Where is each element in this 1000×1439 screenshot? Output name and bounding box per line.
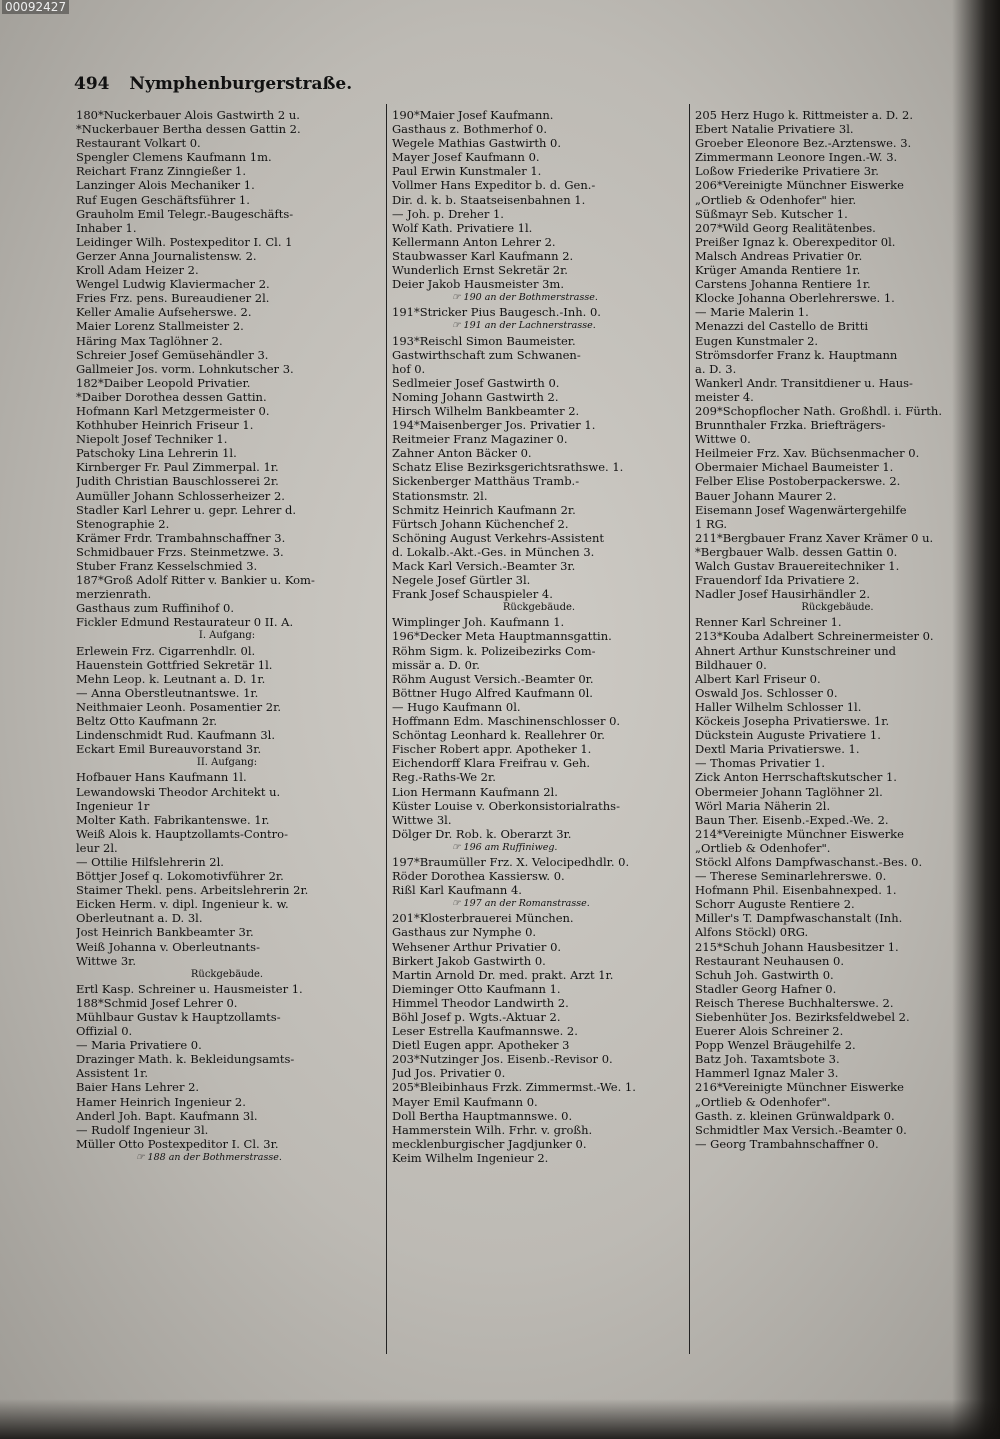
directory-line: — Ottilie Hilfslehrerin 2l.	[76, 854, 224, 869]
directory-line: Nadler Josef Hausirhändler 2.	[695, 587, 871, 602]
directory-line: Jud Jos. Privatier 0.	[392, 1066, 506, 1081]
directory-line: Beltz Otto Kaufmann 2r.	[76, 714, 218, 729]
directory-line: Sedlmeier Josef Gastwirth 0.	[392, 375, 560, 390]
directory-line: 194*Maisenberger Jos. Privatier 1.	[392, 418, 596, 433]
directory-line: Röhm August Versich.-Beamter 0r.	[392, 671, 594, 686]
directory-line: Hamer Heinrich Ingenieur 2.	[76, 1094, 246, 1109]
directory-line: ☞ 196 am Ruffiniweg.	[452, 841, 558, 853]
directory-line: „Ortlieb & Odenhofer" hier.	[695, 192, 857, 207]
directory-line: 190*Maier Josef Kaufmann.	[392, 108, 554, 122]
directory-line: 196*Decker Meta Hauptmannsgattin.	[392, 629, 612, 644]
directory-line: Lewandowski Theodor Architekt u.	[76, 784, 281, 799]
directory-line: Drazinger Math. k. Bekleidungsamts-	[76, 1052, 295, 1067]
directory-line: — Rudolf Ingenieur 3l.	[76, 1122, 209, 1137]
directory-line: Kroll Adam Heizer 2.	[76, 263, 199, 278]
directory-line: Popp Wenzel Bräugehilfe 2.	[695, 1038, 856, 1053]
directory-line: Grauholm Emil Telegr.-Baugeschäfts-	[76, 206, 294, 221]
directory-line: Doll Bertha Hauptmannswe. 0.	[392, 1108, 573, 1123]
directory-line: Klocke Johanna Oberlehrerswe. 1.	[695, 291, 895, 306]
directory-line: *Daiber Dorothea dessen Gattin.	[76, 389, 267, 404]
directory-line: Birkert Jakob Gastwirth 0.	[392, 953, 546, 968]
page-header	[74, 74, 352, 94]
directory-line: Röhm Sigm. k. Polizeibezirks Com-	[392, 643, 596, 658]
directory-line: ☞ 197 an der Romanstrasse.	[452, 898, 590, 910]
directory-line: Spengler Clemens Kaufmann 1m.	[76, 150, 272, 165]
directory-line: Bildhauer 0.	[695, 657, 767, 672]
directory-line: Hofmann Karl Metzgermeister 0.	[76, 403, 270, 418]
directory-line: 205 Herz Hugo k. Rittmeister a. D. 2.	[695, 108, 914, 122]
directory-line: Dir. d. k. b. Staatseisenbahnen 1.	[392, 192, 586, 207]
directory-line: Maier Lorenz Stallmeister 2.	[76, 319, 244, 334]
directory-line: Malsch Andreas Privatier 0r.	[695, 248, 863, 263]
directory-line: Stöckl Alfons Dampfwaschanst.-Bes. 0.	[695, 854, 923, 869]
directory-line: Schmidbauer Frzs. Steinmetzwe. 3.	[76, 544, 284, 559]
directory-line: Stadler Karl Lehrer u. gepr. Lehrer d.	[76, 502, 297, 517]
directory-line: — Marie Malerin 1.	[695, 305, 809, 320]
directory-line: Ingenieur 1r	[76, 798, 150, 813]
directory-line: Baun Ther. Eisenb.-Exped.-We. 2.	[695, 812, 889, 827]
directory-line: Eicken Herm. v. dipl. Ingenieur k. w.	[76, 897, 289, 912]
directory-line: Anderl Joh. Bapt. Kaufmann 3l.	[76, 1108, 258, 1123]
directory-line: Lindenschmidt Rud. Kaufmann 3l.	[76, 728, 275, 743]
directory-line: Ebert Natalie Privatiere 3l.	[695, 122, 854, 137]
directory-line: — Maria Privatiere 0.	[76, 1038, 202, 1053]
directory-line: Baier Hans Lehrer 2.	[76, 1080, 200, 1095]
directory-line: Fickler Edmund Restaurateur 0 II. A.	[76, 615, 294, 630]
directory-line: 211*Bergbauer Franz Xaver Krämer 0 u.	[695, 530, 934, 545]
bottom-shadow	[0, 1399, 1000, 1439]
directory-line: Restaurant Neuhausen 0.	[695, 953, 844, 968]
directory-line: Wimplinger Joh. Kaufmann 1.	[392, 615, 565, 630]
directory-line: Staimer Thekl. pens. Arbeitslehrerin 2r.	[76, 883, 309, 898]
directory-line: Wittwe 3l.	[392, 812, 452, 827]
directory-line: Assistent 1r.	[76, 1066, 149, 1081]
directory-line: Böttjer Josef q. Lokomotivführer 2r.	[76, 869, 284, 884]
directory-line: Batz Joh. Taxamtsbote 3.	[695, 1052, 840, 1067]
directory-line: „Ortlieb & Odenhofer".	[695, 1094, 831, 1109]
scan-id-label: 00092427	[2, 0, 69, 14]
directory-line: Martin Arnold Dr. med. prakt. Arzt 1r.	[392, 967, 614, 982]
directory-line: Sickenberger Matthäus Tramb.-	[392, 474, 580, 489]
directory-line: Erlewein Frz. Cigarrenhdlr. 0l.	[76, 643, 256, 658]
directory-line: 215*Schuh Johann Hausbesitzer 1.	[695, 939, 899, 954]
directory-line: a. D. 3.	[695, 361, 737, 376]
directory-line: Keller Amalie Aufseherswe. 2.	[76, 305, 252, 320]
directory-line: Kothhuber Heinrich Friseur 1.	[76, 418, 254, 433]
directory-line: Hirsch Wilhelm Bankbeamter 2.	[392, 403, 580, 418]
directory-line: 193*Reischl Simon Baumeister.	[392, 333, 576, 348]
directory-line: 214*Vereinigte Münchner Eiswerke	[695, 826, 904, 841]
directory-line: merzienrath.	[76, 587, 152, 602]
directory-line: Wegele Mathias Gastwirth 0.	[392, 136, 561, 151]
directory-line: Renner Karl Schreiner 1.	[695, 615, 842, 630]
directory-line: Paul Erwin Kunstmaler 1.	[392, 164, 542, 179]
directory-line: Schmitz Heinrich Kaufmann 2r.	[392, 502, 576, 517]
book-gutter-shadow	[952, 0, 1000, 1439]
directory-line: Schöntag Leonhard k. Reallehrer 0r.	[392, 728, 605, 743]
directory-line: — Georg Trambahnschaffner 0.	[695, 1136, 879, 1151]
column-divider	[689, 104, 690, 1354]
directory-line: Molter Kath. Fabrikantenswe. 1r.	[76, 812, 270, 827]
directory-line: ☞ 190 an der Bothmerstrasse.	[452, 292, 598, 304]
directory-line: Dieminger Otto Kaufmann 1.	[392, 981, 561, 996]
directory-line: Hofmann Phil. Eisenbahnexped. 1.	[695, 883, 897, 898]
directory-line: Rißl Karl Kaufmann 4.	[392, 883, 522, 898]
directory-line: Frank Josef Schauspieler 4.	[392, 587, 553, 602]
column-2	[392, 108, 686, 1358]
directory-line: 188*Schmid Josef Lehrer 0.	[76, 995, 238, 1010]
directory-line: Preißer Ignaz k. Oberexpeditor 0l.	[695, 234, 896, 249]
directory-line: Stationsmstr. 2l.	[392, 488, 488, 503]
directory-line: Heilmeier Frz. Xav. Büchsenmacher 0.	[695, 446, 920, 461]
directory-line: Wittwe 3r.	[76, 953, 137, 968]
directory-line: Walch Gustav Brauereitechniker 1.	[695, 559, 900, 573]
directory-line: *Bergbauer Walb. dessen Gattin 0.	[695, 544, 898, 559]
directory-line: — Anna Oberstleutnantswe. 1r.	[76, 685, 259, 700]
directory-line: Siebenhüter Jos. Bezirksfeldwebel 2.	[695, 1010, 910, 1024]
directory-line: Köckeis Josepha Privatierswe. 1r.	[695, 714, 890, 729]
directory-line: Reisch Therese Buchhalterswe. 2.	[695, 995, 894, 1010]
directory-line: Gerzer Anna Journalistensw. 2.	[76, 248, 257, 263]
directory-line: Carstens Johanna Rentiere 1r.	[695, 277, 871, 292]
directory-line: Häring Max Taglöhner 2.	[76, 333, 223, 348]
directory-line: Wörl Maria Näherin 2l.	[695, 798, 831, 813]
directory-line: Hammerstein Wilh. Frhr. v. großh.	[392, 1122, 593, 1137]
directory-line: Wolf Kath. Privatiere 1l.	[392, 220, 533, 235]
directory-line: Leidinger Wilh. Postexpeditor I. Cl. 1	[76, 234, 293, 249]
directory-line: Oberleutnant a. D. 3l.	[76, 911, 203, 926]
directory-line: Schorr Auguste Rentiere 2.	[695, 897, 855, 912]
directory-line: Noming Johann Gastwirth 2.	[392, 389, 559, 404]
column-3	[695, 108, 980, 1358]
directory-line: meister 4.	[695, 389, 754, 404]
directory-line: Loßow Friederike Privatiere 3r.	[695, 164, 879, 179]
directory-line: Gasth. z. kleinen Grünwaldpark 0.	[695, 1108, 895, 1123]
directory-line: Mehn Leop. k. Leutnant a. D. 1r.	[76, 671, 266, 686]
directory-line: Zimmermann Leonore Ingen.-W. 3.	[695, 150, 898, 165]
directory-line: Zick Anton Herrschaftskutscher 1.	[695, 770, 897, 785]
directory-line: Weiß Alois k. Hauptzollamts-Contro-	[76, 826, 288, 841]
directory-line: Krämer Frdr. Trambahnschaffner 3.	[76, 530, 286, 545]
directory-line: 213*Kouba Adalbert Schreinermeister 0.	[695, 629, 934, 644]
directory-line: Oswald Jos. Schlosser 0.	[695, 685, 838, 700]
directory-line: Alfons Stöckl) 0RG.	[695, 925, 809, 940]
directory-line: Staubwasser Karl Kaufmann 2.	[392, 248, 574, 263]
directory-line: Müller Otto Postexpeditor I. Cl. 3r.	[76, 1136, 279, 1151]
directory-line: Euerer Alois Schreiner 2.	[695, 1024, 844, 1039]
directory-line: Offizial 0.	[76, 1024, 133, 1039]
directory-line: Keim Wilhelm Ingenieur 2.	[392, 1150, 549, 1165]
directory-line: *Nuckerbauer Bertha dessen Gattin 2.	[76, 122, 301, 137]
directory-line: 191*Stricker Pius Baugesch.-Inh. 0.	[392, 305, 601, 320]
directory-line: Miller's T. Dampfwaschanstalt (Inh.	[695, 911, 903, 926]
directory-line: 180*Nuckerbauer Alois Gastwirth 2 u.	[76, 108, 300, 122]
directory-line: Böhl Josef p. Wgts.-Aktuar 2.	[392, 1010, 561, 1024]
directory-line: mecklenburgischer Jagdjunker 0.	[392, 1136, 587, 1151]
directory-line: Fries Frz. pens. Bureaudiener 2l.	[76, 291, 270, 306]
directory-line: Hofbauer Hans Kaufmann 1l.	[76, 770, 247, 785]
directory-line: Reitmeier Franz Magaziner 0.	[392, 432, 568, 447]
directory-line: Gastwirthschaft zum Schwanen-	[392, 347, 581, 362]
directory-line: Dietl Eugen appr. Apotheker 3	[392, 1038, 570, 1053]
directory-line: 209*Schopflocher Nath. Großhdl. i. Fürth.	[695, 403, 942, 418]
directory-line: Gallmeier Jos. vorm. Lohnkutscher 3.	[76, 361, 294, 376]
directory-line: Judith Christian Bauschlosserei 2r.	[76, 474, 279, 489]
directory-line: Hoffmann Edm. Maschinenschlosser 0.	[392, 714, 621, 729]
directory-line: Eckart Emil Bureauvorstand 3r.	[76, 742, 262, 757]
directory-line: Stuber Franz Kesselschmied 3.	[76, 559, 258, 573]
directory-line: Gasthaus zur Nymphe 0.	[392, 925, 537, 940]
directory-line: Schmidtler Max Versich.-Beamter 0.	[695, 1122, 907, 1137]
directory-line: Wittwe 0.	[695, 432, 751, 447]
directory-line: Haller Wilhelm Schlosser 1l.	[695, 699, 862, 714]
directory-line: Stadler Georg Hafner 0.	[695, 981, 837, 996]
directory-line: I. Aufgang:	[198, 630, 256, 642]
directory-line: Gasthaus z. Bothmerhof 0.	[392, 122, 547, 137]
directory-line: 207*Wild Georg Realitätenbes.	[695, 220, 876, 235]
directory-line: Hammerl Ignaz Maler 3.	[695, 1066, 839, 1081]
directory-line: Lion Hermann Kaufmann 2l.	[392, 784, 558, 799]
directory-line: Leser Estrella Kaufmannswe. 2.	[392, 1024, 578, 1039]
directory-line: Fischer Robert appr. Apotheker 1.	[392, 742, 592, 757]
directory-line: — Therese Seminarlehrerswe. 0.	[695, 869, 887, 884]
directory-line: Schatz Elise Bezirksgerichtsrathswe. 1.	[392, 460, 624, 475]
directory-line: Albert Karl Friseur 0.	[695, 671, 821, 686]
directory-line: Deier Jakob Hausmeister 3m.	[392, 277, 564, 292]
directory-line: d. Lokalb.-Akt.-Ges. in München 3.	[392, 544, 595, 559]
directory-line: 187*Groß Adolf Ritter v. Bankier u. Kom-	[76, 573, 315, 588]
directory-line: Menazzi del Castello de Britti	[695, 319, 869, 334]
directory-line: Ruf Eugen Geschäftsführer 1.	[76, 192, 250, 207]
column-1	[76, 108, 378, 1358]
directory-line: leur 2l.	[76, 840, 118, 855]
directory-line: 206*Vereinigte Münchner Eiswerke	[695, 178, 904, 193]
directory-line: Rückgebäude.	[502, 602, 576, 614]
directory-line: 197*Braumüller Frz. X. Velocipedhdlr. 0.	[392, 854, 630, 869]
directory-line: Schuh Joh. Gastwirth 0.	[695, 967, 834, 982]
directory-line: 201*Klosterbrauerei München.	[392, 911, 574, 926]
directory-line: Dextl Maria Privatierswe. 1.	[695, 742, 860, 757]
directory-line: Krüger Amanda Rentiere 1r.	[695, 263, 861, 278]
directory-line: Böttner Hugo Alfred Kaufmann 0l.	[392, 685, 593, 700]
directory-line: Hauenstein Gottfried Sekretär 1l.	[76, 657, 273, 672]
directory-line: Küster Louise v. Oberkonsistorialraths-	[392, 798, 620, 813]
directory-line: Stenographie 2.	[76, 516, 170, 531]
directory-line: Lanzinger Alois Mechaniker 1.	[76, 178, 255, 193]
directory-line: Brunnthaler Frzka. Briefträgers-	[695, 418, 886, 433]
directory-line: Frauendorf Ida Privatiere 2.	[695, 573, 860, 588]
directory-line: Inhaber 1.	[76, 220, 137, 235]
directory-line: Ahnert Arthur Kunstschreiner und	[695, 643, 897, 658]
directory-line: Röder Dorothea Kassiersw. 0.	[392, 869, 565, 884]
directory-line: Vollmer Hans Expeditor b. d. Gen.-	[392, 178, 596, 193]
directory-line: Wengel Ludwig Klaviermacher 2.	[76, 277, 270, 292]
directory-line: Restaurant Volkart 0.	[76, 136, 201, 151]
directory-line: Eichendorff Klara Freifrau v. Geh.	[392, 756, 591, 771]
directory-line: Schreier Josef Gemüsehändler 3.	[76, 347, 269, 362]
directory-line: Mayer Josef Kaufmann 0.	[392, 150, 540, 165]
directory-line: Rückgebäude.	[801, 602, 874, 614]
directory-line: II. Aufgang:	[196, 757, 258, 769]
street-title: Nymphenburgerstraße.	[129, 74, 353, 94]
directory-line: Negele Josef Gürtler 3l.	[392, 573, 531, 588]
directory-line: Weiß Johanna v. Oberleutnants-	[76, 939, 260, 954]
directory-line: Kirnberger Fr. Paul Zimmerpal. 1r.	[76, 460, 279, 475]
column-divider	[386, 104, 387, 1354]
directory-line: Strömsdorfer Franz k. Hauptmann	[695, 347, 898, 362]
directory-line: missär a. D. 0r.	[392, 657, 480, 672]
directory-line: Niepolt Josef Techniker 1.	[76, 432, 228, 447]
directory-line: — Hugo Kaufmann 0l.	[392, 699, 521, 714]
directory-line: Groeber Eleonore Bez.-Arztenswe. 3.	[695, 136, 912, 151]
directory-line: Felber Elise Postoberpackerswe. 2.	[695, 474, 901, 489]
directory-line: Dölger Dr. Rob. k. Oberarzt 3r.	[392, 826, 572, 841]
directory-line: Gasthaus zum Ruffinihof 0.	[76, 601, 235, 616]
directory-line: Mack Karl Versich.-Beamter 3r.	[392, 559, 576, 573]
directory-line: ☞ 191 an der Lachnerstrasse.	[452, 320, 596, 332]
directory-line: Obermeier Johann Taglöhner 2l.	[695, 784, 883, 799]
directory-line: 1 RG.	[695, 516, 728, 531]
directory-line: Reichart Franz Zinngießer 1.	[76, 164, 247, 179]
directory-line: Ertl Kasp. Schreiner u. Hausmeister 1.	[76, 981, 303, 996]
directory-line: Wunderlich Ernst Sekretär 2r.	[392, 263, 568, 278]
directory-line: Zahner Anton Bäcker 0.	[392, 446, 532, 461]
directory-line: 203*Nutzinger Jos. Eisenb.-Revisor 0.	[392, 1052, 613, 1067]
directory-line: Jost Heinrich Bankbeamter 3r.	[76, 925, 254, 940]
directory-line: Wankerl Andr. Transitdiener u. Haus-	[695, 375, 913, 390]
directory-line: Neithmaier Leonh. Posamentier 2r.	[76, 699, 281, 714]
directory-line: Fürtsch Johann Küchenchef 2.	[392, 516, 569, 531]
directory-line: Eugen Kunstmaler 2.	[695, 333, 819, 348]
directory-line: 216*Vereinigte Münchner Eiswerke	[695, 1080, 904, 1095]
directory-line: Reg.-Raths-We 2r.	[392, 770, 496, 785]
directory-line: Süßmayr Seb. Kutscher 1.	[695, 206, 848, 221]
directory-line: Eisemann Josef Wagenwärtergehilfe	[695, 502, 907, 517]
directory-line: Patschoky Lina Lehrerin 1l.	[76, 446, 237, 461]
page-number: 494	[74, 74, 110, 94]
directory-line: Kellermann Anton Lehrer 2.	[392, 234, 556, 249]
directory-line: Aumüller Johann Schlosserheizer 2.	[76, 488, 285, 503]
directory-line: Himmel Theodor Landwirth 2.	[392, 995, 569, 1010]
directory-line: „Ortlieb & Odenhofer".	[695, 840, 831, 855]
directory-line: 182*Daiber Leopold Privatier.	[76, 375, 251, 390]
directory-line: Wehsener Arthur Privatier 0.	[392, 939, 562, 954]
directory-line: hof 0.	[392, 361, 426, 376]
directory-line: Dückstein Auguste Privatiere 1.	[695, 728, 881, 743]
directory-line: Obermaier Michael Baumeister 1.	[695, 460, 894, 475]
directory-line: Bauer Johann Maurer 2.	[695, 488, 837, 503]
directory-line: 205*Bleibinhaus Frzk. Zimmermst.-We. 1.	[392, 1080, 636, 1095]
directory-line: — Thomas Privatier 1.	[695, 756, 825, 771]
directory-line: ☞ 188 an der Bothmerstrasse.	[136, 1151, 282, 1163]
directory-line: Rückgebäude.	[190, 968, 264, 980]
directory-line: Mayer Emil Kaufmann 0.	[392, 1094, 538, 1109]
directory-line: Schöning August Verkehrs-Assistent	[392, 530, 604, 545]
directory-line: Mühlbaur Gustav k Hauptzollamts-	[76, 1010, 281, 1024]
directory-line: — Joh. p. Dreher 1.	[392, 206, 504, 221]
